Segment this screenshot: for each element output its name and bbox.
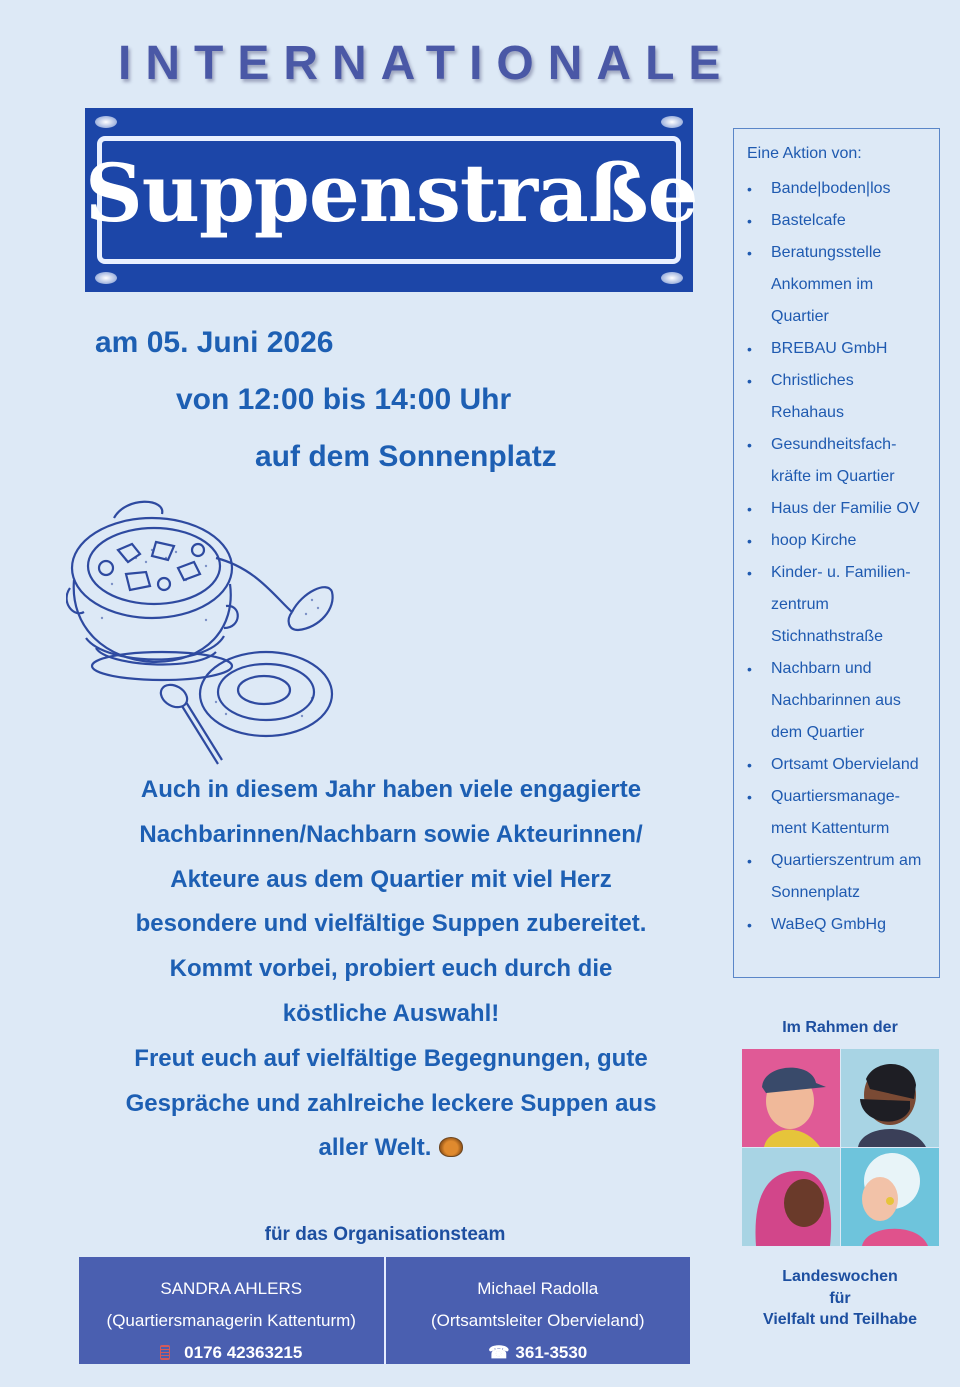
list-item: • Quartierszentrum am Sonnenplatz — [747, 845, 931, 909]
list-item: • Quartiersmanage-ment Kattenturm — [747, 781, 931, 845]
list-item: • Haus der Familie OV — [747, 493, 931, 525]
list-item: • Ortsamt Obervieland — [747, 749, 931, 781]
organisation-label: für das Organisationsteam — [264, 1224, 506, 1245]
event-time: von 12:00 bis 14:00 Uhr — [176, 383, 512, 416]
sponsor-heading: Eine Aktion von: — [747, 145, 862, 162]
list-item: • Gesundheitsfach-kräfte im Quartier — [747, 429, 931, 493]
contact-phone[interactable]: 361-3530 — [515, 1343, 588, 1362]
sponsor-box — [733, 128, 940, 978]
message-line-last — [100, 1126, 682, 1171]
message-line: Kommt vorbei, probiert euch durch die — [169, 955, 613, 983]
campaign-line: Landeswochen — [782, 1268, 898, 1285]
message-line: Freut euch auf vielfältige Begegnungen, gute — [134, 1044, 648, 1072]
contact-name: SANDRA AHLERS — [160, 1279, 303, 1298]
campaign-intro: Im Rahmen der — [782, 1019, 898, 1036]
sign-title: Suppenstraße — [85, 146, 698, 240]
list-item: • BREBAU GmbH — [747, 333, 931, 365]
screw-icon — [95, 116, 117, 128]
list-item: • Beratungsstelle Ankommen im Quartier — [747, 237, 931, 333]
poster-kicker: INTERNATIONALE — [118, 37, 735, 90]
invitation-message — [100, 768, 682, 1171]
mobile-phone-icon — [160, 1345, 170, 1360]
campaign-line: Vielfalt und Teilhabe — [762, 1311, 918, 1328]
street-sign — [85, 108, 698, 292]
list-item: • Kinder- u. Familien-zentrum Stichnathstraße — [747, 557, 931, 653]
message-line: besondere und vielfältige Suppen zubereitet. — [135, 910, 647, 938]
contact-box — [79, 1257, 690, 1364]
message-line: Auch in diesem Jahr haben viele engagierte — [140, 776, 642, 803]
list-item: • hoop Kirche — [747, 525, 931, 557]
screw-icon — [661, 116, 683, 128]
telephone-icon: ☎ — [488, 1343, 510, 1362]
contact-card — [384, 1257, 691, 1364]
list-item: • WaBeQ GmbHg — [747, 909, 931, 941]
sponsor-list — [747, 173, 931, 941]
soup-pot-illustration — [66, 488, 338, 768]
message-line: köstliche Auswahl! — [282, 999, 500, 1027]
event-date: am 05. Juni 2026 — [95, 326, 334, 359]
screw-icon — [95, 272, 117, 284]
diversity-faces-logo — [742, 1049, 939, 1246]
list-item: • Bastelcafe — [747, 205, 931, 237]
contact-card — [79, 1257, 384, 1364]
steaming-soup-bowl-icon — [439, 1137, 463, 1157]
event-place: auf dem Sonnenplatz — [255, 440, 557, 473]
campaign-line: für — [829, 1289, 851, 1307]
list-item: • Bande|boden|los — [747, 173, 931, 205]
campaign-name — [740, 1266, 940, 1331]
contact-role: (Ortsamtsleiter Obervieland) — [430, 1311, 645, 1330]
list-item: • Christliches Rehahaus — [747, 365, 931, 429]
contact-role: (Quartiersmanagerin Kattenturm) — [106, 1311, 356, 1330]
screw-icon — [661, 272, 683, 284]
list-item: • Nachbarn und Nachbarinnen aus dem Quartier — [747, 653, 931, 749]
contact-phone[interactable]: 0176 42363215 — [184, 1343, 303, 1362]
message-line: Nachbarinnen/Nachbarn sowie Akteurinnen/ — [139, 820, 643, 848]
message-line: Akteure aus dem Quartier mit viel Herz — [170, 865, 612, 893]
message-line: aller Welt. — [318, 1134, 432, 1162]
message-line: Gespräche und zahlreiche leckere Suppen aus — [125, 1089, 657, 1117]
contact-name: Michael Radolla — [477, 1279, 599, 1298]
